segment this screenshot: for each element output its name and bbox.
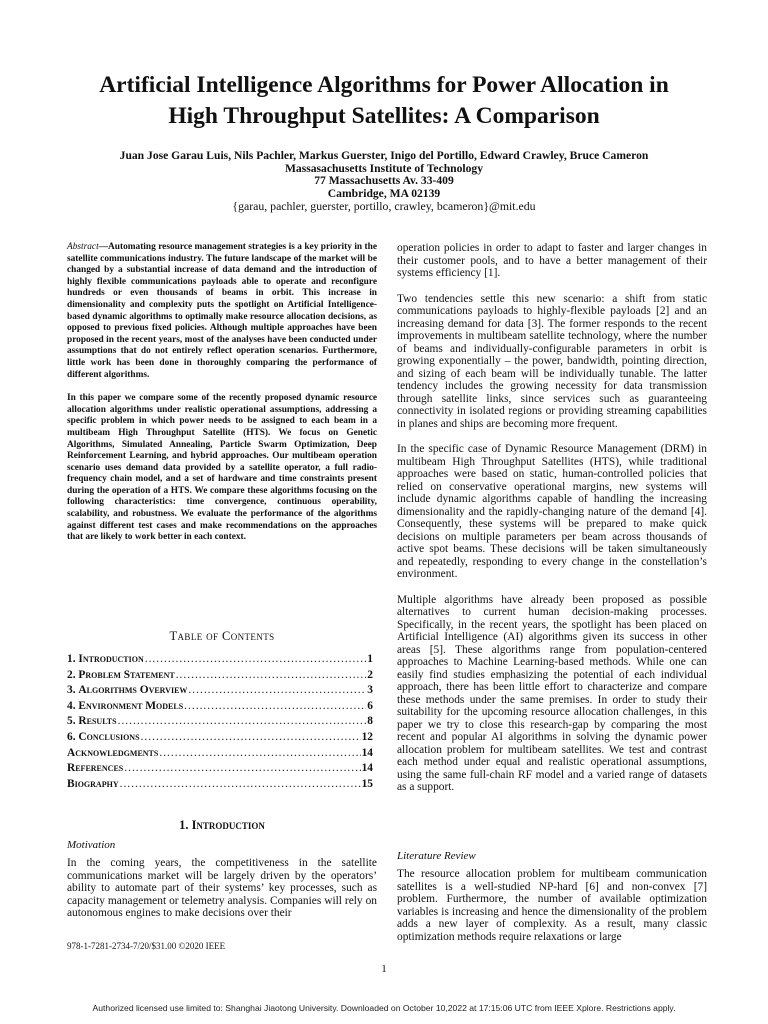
affiliation: Massasachusetts Institute of Technology: [284, 161, 484, 175]
toc-leader: [120, 777, 361, 793]
author-block: [40, 150, 728, 213]
toc-entry-label: Algorithms Overview: [78, 684, 188, 697]
address-line-1: 77 Massachusetts Av. 33-409: [314, 174, 454, 188]
toc-entry-label: Results: [78, 715, 117, 728]
toc-entry-number: 1.: [67, 653, 76, 665]
toc-entry-number: 2.: [67, 668, 76, 681]
toc-entry-label: Introduction: [78, 653, 144, 665]
toc-leader: [118, 714, 367, 730]
toc-entry-label: References: [67, 762, 124, 775]
toc-entry[interactable]: [67, 652, 373, 668]
copyright-notice: 978-1-7281-2734-7/20/$31.00 ©2020 IEEE: [67, 941, 226, 951]
abstract: [67, 242, 377, 556]
intro-paragraph-1: In the coming years, the competitiveness in the satellite communications market will be largely driven by the operators’ ability to automate part of their systems’ key processes, such as capacity management or telemetry analysis. Companies will rely on autonomous engines to make decisions over their: [67, 857, 377, 919]
authorized-use-notice: Authorized licensed use limited to: Shanghai Jiaotong University. Downloaded on October 10,2022 at 17:15:06 UTC from IEEE Xplore. Restrictions apply.: [92, 1003, 676, 1013]
toc-entry[interactable]: [67, 683, 373, 699]
toc-leader: [124, 761, 360, 777]
subsection-heading-literature-review: Literature Review: [397, 850, 476, 862]
toc-leader: [176, 668, 367, 684]
toc-entry-label: Acknowledgments: [67, 746, 159, 759]
table-of-contents: [67, 652, 373, 792]
toc-entry-page: 12: [361, 730, 373, 743]
toc-entry-page: 14: [361, 762, 373, 775]
toc-entry-label: Conclusions: [78, 730, 140, 743]
toc-entry-label: Problem Statement: [78, 668, 175, 681]
toc-entry-number: 4.: [67, 699, 76, 712]
toc-leader: [141, 730, 361, 746]
toc-leader: [145, 652, 367, 668]
right-paragraph-3: In the specific case of Dynamic Resource Management (DRM) in multibeam High Throughput Satellites (HTS), while traditional approaches were based on static, human-controlled policies that relied on conservative operational margins, new systems will include dynamic algorithms capable of handling the increasing dimensionality and the rapidly-changing nature of the demand [4]. Consequently, these systems will be prepared to make quick decisions on multiple parameters per beam across thousands of active spot beams. These decisions will be taken simultaneously and repeatedly, responding to every change in the constellation’s environment.: [397, 443, 707, 580]
toc-entry-page: 3: [367, 684, 373, 697]
abstract-paragraph-1: [67, 242, 377, 381]
toc-leader: [159, 746, 360, 762]
address-line-2: Cambridge, MA 02139: [327, 186, 441, 200]
abstract-label: Abstract: [67, 242, 99, 252]
author-names: Juan Jose Garau Luis, Nils Pachler, Markus Guerster, Inigo del Portillo, Edward Crawley, Bruce Cameron: [119, 149, 649, 162]
toc-entry-label: Environment Models: [78, 699, 184, 712]
toc-entry-number: 6.: [67, 730, 76, 743]
toc-entry-number: 3.: [67, 684, 76, 697]
toc-entry[interactable]: [67, 746, 373, 762]
author-emails: {garau, pachler, guerster, portillo, crawley, bcameron}@mit.edu: [232, 199, 536, 214]
toc-entry[interactable]: [67, 699, 373, 715]
abstract-dash: —: [98, 242, 109, 252]
page-number: 1: [381, 963, 387, 975]
toc-entry-page: 6: [367, 699, 373, 712]
toc-entry-page: 15: [361, 777, 373, 790]
toc-entry-page: 1: [367, 653, 373, 665]
toc-entry-page: 14: [361, 746, 373, 759]
toc-entry[interactable]: [67, 761, 373, 777]
toc-entry[interactable]: [67, 714, 373, 730]
subsection-heading-motivation: Motivation: [67, 839, 116, 851]
abstract-text-1: Automating resource management strategies is a key priority in the satellite communications industry. The future landscape of the market will be changed by a substantial increase of data demand and the introduction of highly flexible communications payloads able to operate and reconfigure hundreds or even thousands of beams in orbit. This increase in dimensionality and complexity puts the spotlight on Artificial Intelligence-based dynamic algorithms to optimally make resource allocation decisions, as opposed to previous fixed policies. Although multiple approaches have been proposed in the recent years, most of the analyses have been conducted under assumptions that do not entirely reflect operation scenarios. Furthermore, little work has been done in thoroughly comparing the performance of different algorithms.: [67, 242, 377, 380]
toc-entry-page: 2: [367, 668, 373, 681]
literature-review-body: [397, 868, 707, 956]
right-column-body: [397, 242, 707, 807]
toc-entry[interactable]: [67, 668, 373, 684]
paper-title: [40, 70, 728, 132]
right-paragraph-5: The resource allocation problem for multibeam communication satellites is a well-studied NP-hard [6] and non-convex [7] problem. Furthermore, the number of available optimization variables is increasing and hence the dimensionality of the problem adds a new layer of complexity. As a result, many classic optimization methods require relaxations or large: [397, 868, 707, 943]
toc-leader: [188, 683, 366, 699]
title-line-1: Artificial Intelligence Algorithms for Power Allocation in: [99, 72, 669, 98]
toc-entry[interactable]: [67, 777, 373, 793]
right-paragraph-1: operation policies in order to adapt to faster and larger changes in their customer pools, and to have a better management of their systems efficiency [1].: [397, 242, 707, 279]
toc-leader: [184, 699, 366, 715]
title-line-2: High Throughput Satellites: A Comparison: [168, 103, 600, 129]
toc-entry-label: Biography: [67, 777, 119, 790]
toc-entry-page: 8: [367, 715, 373, 728]
intro-body: [67, 857, 377, 933]
section-heading-introduction: 1. Introduction: [179, 818, 265, 832]
toc-entry-number: 5.: [67, 715, 76, 728]
toc-title: Table of Contents: [169, 629, 275, 643]
right-paragraph-4: Multiple algorithms have already been proposed as possible alternatives to current human decision-making processes. Specifically, in the recent years, the spotlight has been placed on Artificial Intelligence (AI) algorithms given its success in other areas [5]. These algorithms range from population-centered approaches to Machine Learning-based methods. While one can easily find studies emphasizing the potential of each individual approach, there has been little effort to characterize and compare these methods under the same premises. In order to study their suitability for the upcoming resource allocation challenges, in this paper we try to close this research-gap by comparing the most recent and popular AI algorithms in solving the dynamic power allocation problem for multibeam satellites. We test and contrast each method under equal and realistic operational assumptions, using the same full-chain RF model and a varied range of datasets as a support.: [397, 593, 707, 793]
toc-entry[interactable]: [67, 730, 373, 746]
abstract-paragraph-2: In this paper we compare some of the recently proposed dynamic resource allocation algorithms under realistic operational assumptions, addressing a specific problem in which power needs to be assigned to each beam in a multibeam High Throughput Satellite (HTS). We focus on Genetic Algorithms, Simulated Annealing, Particle Swarm Optimization, Deep Reinforcement Learning, and hybrid approaches. Our multibeam operation scenario uses demand data provided by a satellite operator, a full radio-frequency chain model, and a set of hardware and time constraints present during the operation of a HTS. We compare these algorithms focusing on the following characteristics: time convergence, continuous operability, scalability, and robustness. We evaluate the performance of the algorithms against different test cases and make recommendations on the approaches that are likely to work better in each context.: [67, 393, 377, 543]
right-paragraph-2: Two tendencies settle this new scenario: a shift from static communications payloads to highly-flexible payloads [2] and an increasing demand for data [3]. The former responds to the recent improvements in multibeam satellite technology, where the number of beams and individually-configurable parameters in orbit is growing exponentially – the power, bandwidth, pointing direction, and sizing of each beam will be individually tunable. The latter tendency includes the growing necessity for data transmission through satellite links, since services such as guaranteeing connectivity in isolated regions or providing streaming capabilities in planes and ships are becoming more frequent.: [397, 292, 707, 430]
